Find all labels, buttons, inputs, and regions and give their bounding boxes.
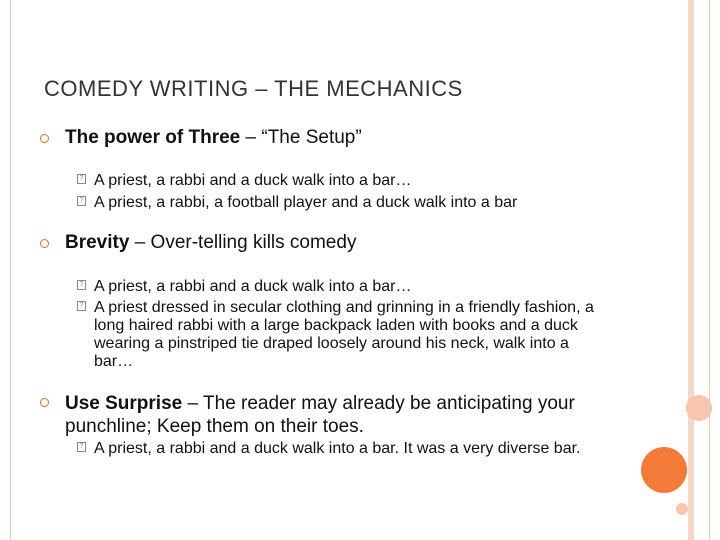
bullet-power-of-three (65, 126, 665, 149)
sub-bullet-item: A priest, a rabbi and a duck walk into a bar… (94, 172, 412, 189)
sub-bullet-item: A priest, a rabbi and a duck walk into a bar… (94, 278, 412, 295)
bullet-text: – “The Setup” (240, 127, 362, 148)
bullet-use-surprise (65, 392, 625, 438)
accent-bar (688, 0, 694, 540)
bullet-brevity (65, 231, 665, 254)
ring-bullet-icon (40, 134, 49, 143)
box-bullet-icon: ? (77, 174, 86, 184)
decorative-dot-tiny (676, 503, 688, 515)
ring-bullet-icon (40, 398, 49, 407)
box-bullet-icon: ? (77, 442, 86, 452)
box-bullet-icon: ? (77, 196, 86, 206)
bullet-heading: Brevity (65, 232, 130, 253)
box-bullet-icon: ? (77, 280, 86, 290)
bullet-heading: Use Surprise (65, 393, 183, 414)
decorative-dot-large (641, 447, 687, 493)
bullet-text: – Over-telling kills comedy (129, 232, 357, 253)
bullet-heading: The power of Three (65, 127, 241, 148)
sub-bullet-item: A priest, a rabbi, a football player and a duck walk into a bar (94, 194, 518, 211)
ring-bullet-icon (40, 239, 49, 248)
sub-bullet-item: A priest dressed in secular clothing and grinning in a friendly fashion, a long haired rabbi with a large backpack laden with books and a duck wearing a pinstriped tie draped loosely around his neck, walk into a bar… (94, 299, 594, 370)
bullet-text: – The reader may already be anticipating your punchline; Keep them on their toes. (65, 393, 575, 437)
decorative-dot-small (686, 395, 712, 421)
slide-title: COMEDY WRITING – THE MECHANICS (44, 76, 463, 101)
sub-bullet-item: A priest, a rabbi and a duck walk into a bar. It was a very diverse bar. (94, 440, 581, 457)
box-bullet-icon: ? (77, 301, 86, 311)
